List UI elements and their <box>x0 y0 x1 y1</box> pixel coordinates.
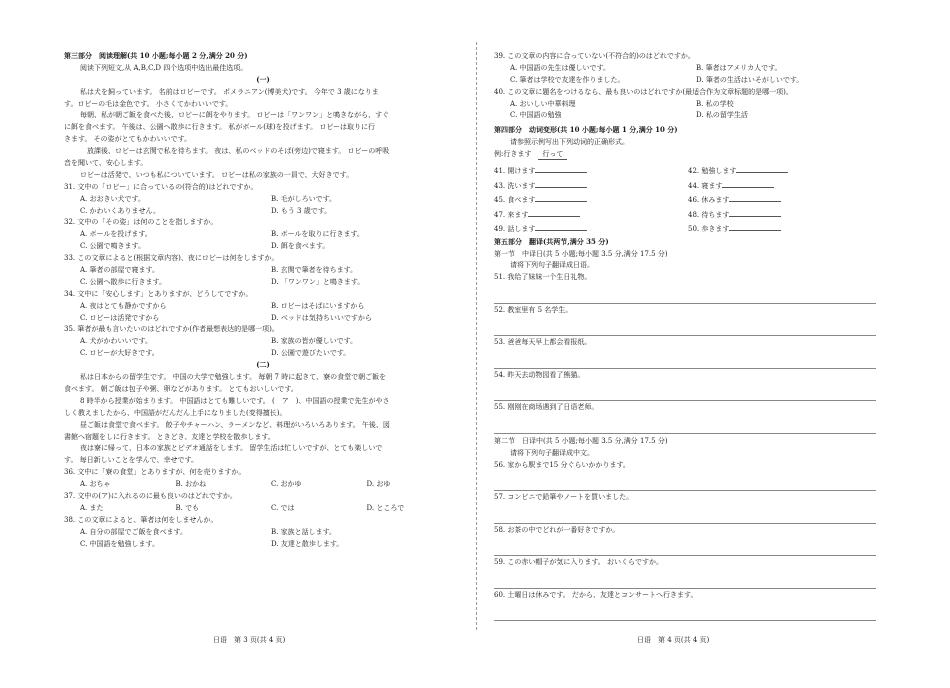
question-31: 31. 文中の「ロビー」に合っているの(符合的)はどれですか。 <box>64 182 258 191</box>
answer-line[interactable] <box>494 603 876 622</box>
option: A. 夜はとても静かですから <box>80 301 167 310</box>
option: C. 筆者は学校で友達を作りました。 <box>510 75 625 84</box>
verb-row <box>494 165 882 180</box>
answer-line[interactable] <box>494 505 876 524</box>
passage1-line: 毎朝、私が朝ご飯を食べた後、ロビーに餌をやります。 ロビーは「ワンワン」と鳴きながら、すぐ <box>80 111 390 120</box>
option: A. 自分の部屋でご飯を食べます。 <box>80 527 187 536</box>
passage2-line: しく教えましたから、中国語がだんだん上手になりました(变得擅长)。 <box>64 408 287 417</box>
question-34: 34. 文中に「安心します」とありますが、どうしてですか。 <box>64 289 253 298</box>
verb-item[interactable]: 50. 歩きます <box>688 223 882 238</box>
options-33 <box>64 266 462 278</box>
question-32: 32. 文中の「その姿」は何のことを指しますか。 <box>64 218 218 227</box>
options-39 <box>494 76 882 88</box>
verb-item[interactable]: 43. 洗います <box>494 180 688 195</box>
option: D. ベッドは気持ちいいですから <box>271 313 372 322</box>
option: B. ボールを取りに行きます。 <box>271 230 364 239</box>
option: D. 餌を食べます。 <box>271 242 330 251</box>
translation-question: 51. 我给了妹妹一个生日礼物。 <box>494 273 592 282</box>
section2-heading: 第二节 日译中(共 5 小题;每小题 3.5 分,满分 17.5 分) <box>494 436 668 445</box>
option: D. 「ワンワン」と鳴きます。 <box>271 277 365 286</box>
option: D. もう 3 歳です。 <box>271 206 332 215</box>
option: B. でも <box>175 503 200 512</box>
option: A. ボールを投げます。 <box>80 230 152 239</box>
passage2-line: 夜は寮に帰って、日本の家族とビデオ通話をします。 留学生活は忙しいですが、とても楽しいで <box>80 444 383 453</box>
part5-heading: 第五部分 翻译(共两节,满分 35 分) <box>494 237 609 246</box>
options-35 <box>64 349 462 361</box>
option: B. 家族の皆が優しいです。 <box>271 337 358 346</box>
options-34 <box>64 302 462 314</box>
option: D. 私の留学生活 <box>696 111 748 120</box>
section2-instruction: 请将下列句子翻译成中文。 <box>510 448 594 457</box>
translation-question: 57. コンビニで鉛筆やノートを買いました。 <box>494 493 634 502</box>
passage2-line: 私は日本からの留学生です。 中国の大学で勉強します。 毎朝 7 時に起きて、寮の食堂で朝ご飯を <box>80 373 387 382</box>
options-37 <box>64 504 462 516</box>
option: B. ロビーはそばにいますから <box>271 301 365 310</box>
answer-line[interactable] <box>494 570 876 589</box>
option: C. 中国語の勉強 <box>510 111 562 120</box>
option: C. 公園で鳴きます。 <box>80 242 145 251</box>
passage2-line: 書館へ宿題をしに行きます。 ときどき、友達と学校を散歩します。 <box>64 432 275 441</box>
answer-line[interactable] <box>494 538 876 557</box>
question-40: 40. この文章に題名をつけるなら、最も良いのはどれですか(最适合作为文章标题的是哪一项)。 <box>494 87 793 96</box>
option: A. また <box>80 503 104 512</box>
passage2-label: (二) <box>256 361 270 370</box>
options-32 <box>64 230 462 242</box>
option: D. ところで <box>366 503 405 512</box>
options-39 <box>494 64 882 76</box>
verb-row <box>494 223 882 238</box>
options-38 <box>64 540 462 552</box>
answer-line[interactable] <box>494 285 876 304</box>
part4-example <box>494 150 882 165</box>
passage1-line: 私は犬を飼っています。 名前はロビーです。 ポメラニアン(博美犬)です。 今年で 3 歳になりま <box>80 87 379 96</box>
question-36: 36. 文中に「寮の食堂」とありますが、何を売りますか。 <box>64 468 246 477</box>
verb-item[interactable]: 45. 食べます <box>494 194 688 209</box>
options-35 <box>64 337 462 349</box>
option: B. 玄関で筆者を待ちます。 <box>271 266 358 275</box>
option: A. おちゃ <box>80 480 111 489</box>
passage1-line: 音を聞いて、安心します。 <box>64 159 148 168</box>
option: C. かわいくありません。 <box>80 206 160 215</box>
options-38 <box>64 528 462 540</box>
verb-item[interactable]: 47. 来ます <box>494 209 688 224</box>
translation-question: 53. 爸爸每天早上都会看报纸。 <box>494 338 592 347</box>
verb-row <box>494 209 882 224</box>
option: D. 公園で遊びたいです。 <box>271 349 351 358</box>
verb-item[interactable]: 48. 待ちます <box>688 209 882 224</box>
part3-instruction: 阅读下列短文,从 A,B,C,D 四个选项中选出最佳选项。 <box>80 63 248 72</box>
options-31 <box>64 195 462 207</box>
page-3 <box>64 52 462 551</box>
answer-line[interactable] <box>494 473 876 492</box>
translation-question: 59. この赤い帽子が気に入ります。 おいくらですか。 <box>494 558 663 567</box>
option: C. 中国語を勉強します。 <box>80 539 159 548</box>
options-36 <box>64 480 462 492</box>
option: D. 友達と散歩します。 <box>271 539 344 548</box>
options-34 <box>64 314 462 326</box>
option: C. 公園へ散歩に行きます。 <box>80 277 166 286</box>
option: C. ロビーは活発ですから <box>80 313 160 322</box>
answer-line[interactable] <box>494 415 876 434</box>
passage1-line: に餌を食べます。 午後は、公園へ散歩に行きます。 私がボール(球)を投げます。 ロビーは取りに行 <box>64 123 376 132</box>
translation-question: 58. お茶の中でどれが一番好きですか。 <box>494 525 620 534</box>
verb-item[interactable]: 44. 寝ます <box>688 180 882 195</box>
option: C. おかゆ <box>271 480 302 489</box>
option: A. おいしい中華料理 <box>510 99 576 108</box>
section1-instruction: 请将下列句子翻译成日语。 <box>510 261 594 270</box>
verb-item[interactable]: 41. 開けます <box>494 165 688 180</box>
option: A. 中国語の先生は優しいです。 <box>510 63 610 72</box>
options-40 <box>494 111 882 123</box>
translation-question: 55. 刚刚在商场遇到了日语老师。 <box>494 403 599 412</box>
option: B. 家族と話します。 <box>271 527 337 536</box>
options-33 <box>64 278 462 290</box>
passage1-label: (一) <box>256 75 270 84</box>
verb-item[interactable]: 46. 休みます <box>688 194 882 209</box>
verb-item[interactable]: 49. 話します <box>494 223 688 238</box>
answer-line[interactable] <box>494 318 876 337</box>
question-39: 39. この文章の内容に合っていない(不符合的)のはどれですか。 <box>494 52 695 60</box>
page-4 <box>494 52 882 621</box>
question-38: 38. この文章によると、筆者は何をしませんか。 <box>64 515 218 524</box>
question-37: 37. 文中の(ア)に入れるのに最も良いのはどれですか。 <box>64 491 237 500</box>
options-31 <box>64 207 462 219</box>
options-40 <box>494 100 882 112</box>
question-35: 35. 筆者が最も言いたいのはどれですか(作者最想表达的是哪一项)。 <box>64 325 279 334</box>
part4-heading: 第四部分 动词变形(共 10 小题;每小题 1 分,满分 10 分) <box>494 126 678 135</box>
part3-heading: 第三部分 阅读理解(共 10 小题;每小题 2 分,满分 20 分) <box>64 52 248 60</box>
page-divider <box>476 42 477 630</box>
question-33: 33. この文章によると(根据文章内容)、夜にロビーは何をしますか。 <box>64 254 279 263</box>
options-32 <box>64 242 462 254</box>
passage1-line: 放課後、ロビーは玄関で私を待ちます。 夜は、私のベッドのそば(旁边)で寝ます。 ロビーの呼吸 <box>80 147 390 156</box>
translation-question: 56. 家から駅まで15 分ぐらいかかります。 <box>494 460 630 469</box>
translation-question: 60. 土曜日は休みです。 だから、友達とコンサートへ行きます。 <box>494 590 698 599</box>
passage1-line: ロビーは活発で、いつも私についています。 ロビーは私の家族の一員で、大好きです。 <box>80 170 354 179</box>
option: B. 筆者はアメリカ人です。 <box>696 63 782 72</box>
page-3-footer: 日语 第 3 页(共 4 页) <box>213 636 286 644</box>
answer-line[interactable] <box>494 350 876 369</box>
option: D. おゆ <box>366 480 391 489</box>
option: A. おおきい犬です。 <box>80 194 145 203</box>
option: B. 毛がしろいです。 <box>271 194 337 203</box>
answer-line[interactable] <box>494 383 876 402</box>
page-4-footer: 日语 第 4 页(共 4 页) <box>637 636 710 644</box>
passage2-line: 食べます。 朝ご飯は包子や粥、卵などがあります。 とてもおいしいです。 <box>64 384 298 393</box>
passage2-line: 8 時半から授業が始まります。 中国語はとても難しいです。 ( ア )、中国語の授業で先生がやさ <box>80 396 390 405</box>
example-prefix: 例:行きます <box>494 150 532 159</box>
verb-row <box>494 180 882 195</box>
example-answer: 行って <box>538 150 567 159</box>
passage2-line: 昼ご飯は食堂で食べます。 餃子やチャーハン、ラーメンなど、料理がいろいろあります。 午後、図 <box>80 420 390 429</box>
passage2-line: す。 毎日新しいことを学んで、幸せです。 <box>64 456 198 465</box>
translation-question: 52. 教室里有 5 名学生。 <box>494 305 573 314</box>
translation-question: 54. 昨天去动物园看了熊猫。 <box>494 370 585 379</box>
option: C. では <box>271 503 295 512</box>
option: A. 筆者の部屋で寝ます。 <box>80 266 159 275</box>
option: C. ロビーが大好きです。 <box>80 349 159 358</box>
passage1-line: きます。 その姿がとてもかわいいです。 <box>64 135 192 144</box>
part4-instruction: 请参照示例写出下列动词的正确形式。 <box>510 138 629 147</box>
option: B. おかね <box>175 480 207 489</box>
option: A. 犬がかわいいです。 <box>80 337 152 346</box>
verb-row <box>494 194 882 209</box>
verb-item[interactable]: 42. 勉強します <box>688 165 882 180</box>
option: D. 筆者の生活はいそがしいです。 <box>696 75 804 84</box>
option: B. 私の学校 <box>696 99 734 108</box>
section1-heading: 第一节 中译日(共 5 小题;每小题 3.5 分,满分 17.5 分) <box>494 249 668 258</box>
passage1-line: す。ロビーの毛は金色です。 小さくてかわいいです。 <box>64 99 233 108</box>
